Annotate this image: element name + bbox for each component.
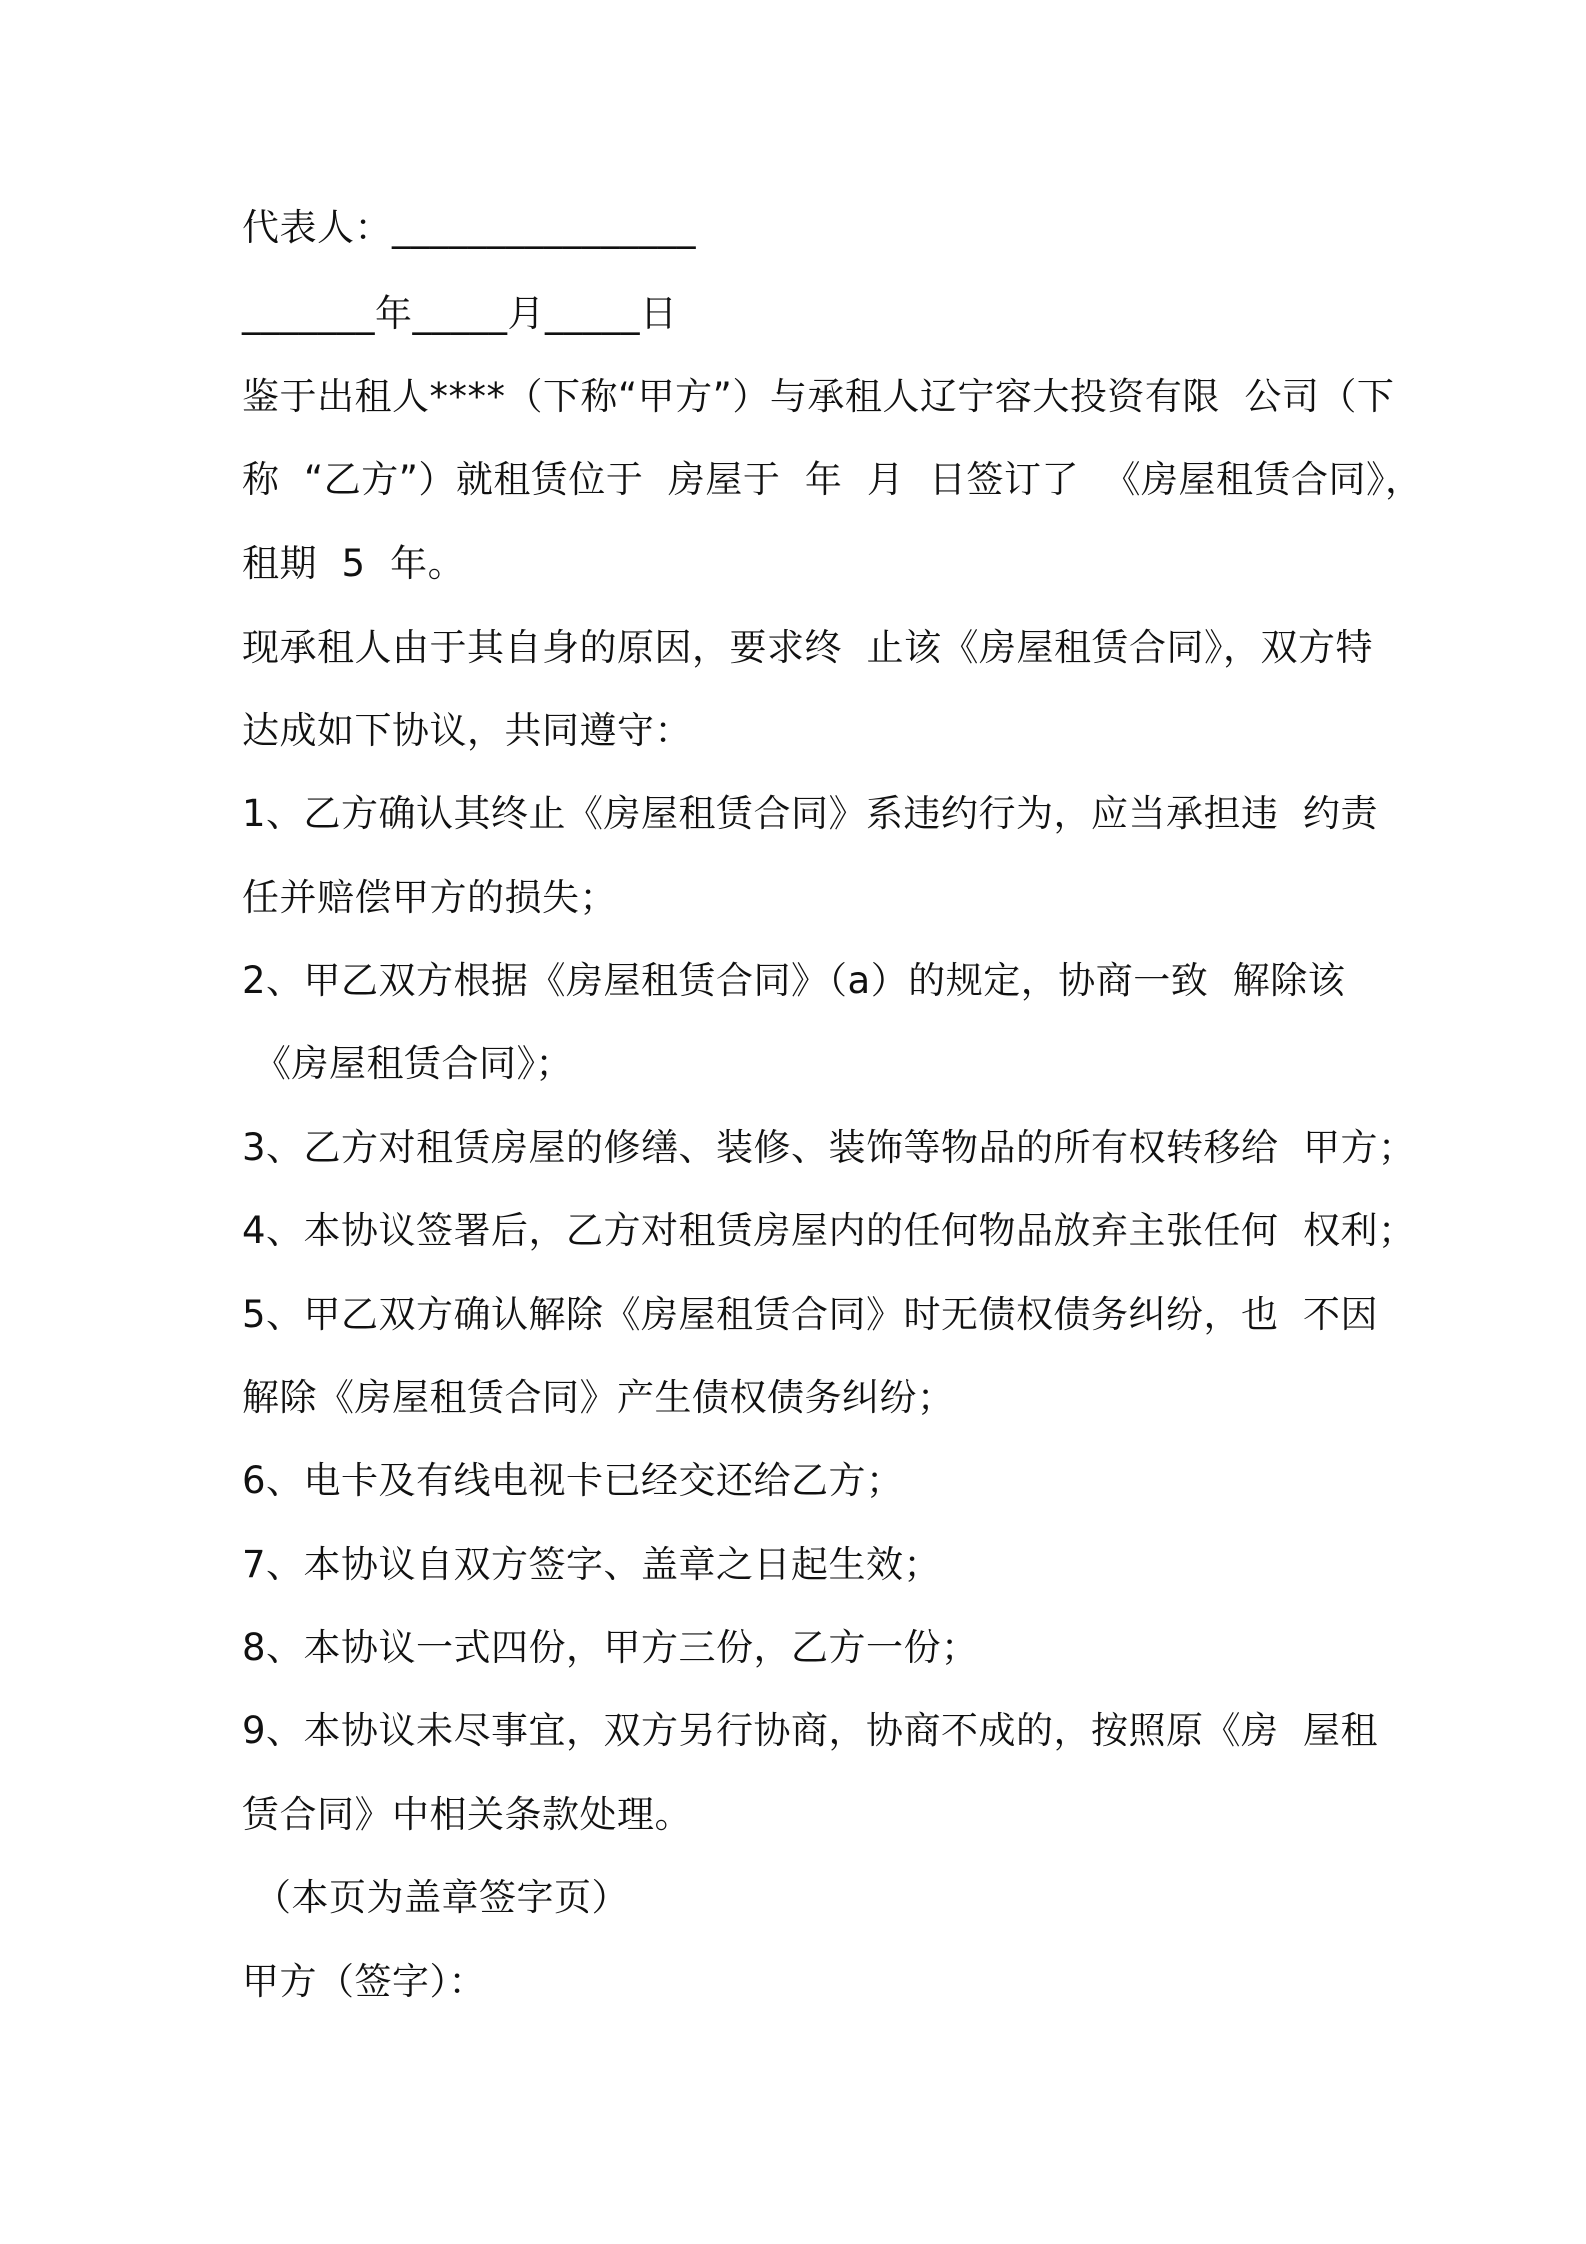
clause-line: 7、本协议自双方签字、盖章之日起生效； [242, 1543, 942, 1586]
seal-page-note: （本页为盖章签字页） [254, 1876, 629, 1919]
date-line: _______年_____月_____日 [242, 292, 678, 335]
clause-line: 解除《房屋租赁合同》产生债权债务纠纷； [242, 1376, 955, 1419]
clause-line: 9、本协议未尽事宜，双方另行协商，协商不成的，按照原《房 屋租 [242, 1709, 1379, 1752]
clause-line: 5、甲乙双方确认解除《房屋租赁合同》时无债权债务纠纷，也 不因 [242, 1293, 1379, 1336]
clause-line: 6、电卡及有线电视卡已经交还给乙方； [242, 1459, 904, 1502]
clause-line: 4、本协议签署后，乙方对租赁房屋内的任何物品放弃主张任何 权利； [242, 1209, 1416, 1252]
clause-line: 任并赔偿甲方的损失； [242, 876, 617, 919]
paragraph-line: 达成如下协议，共同遵守： [242, 709, 692, 752]
clause-line: 赁合同》中相关条款处理。 [242, 1793, 692, 1836]
party-a-signature-label: 甲方（签字）： [242, 1960, 486, 2003]
paragraph-line: 现承租人由于其自身的原因，要求终 止该《房屋租赁合同》，双方特 [242, 626, 1374, 669]
representative-line: 代表人：________________ [242, 206, 696, 249]
clause-line: 8、本协议一式四份，甲方三份，乙方一份； [242, 1626, 979, 1669]
clause-line: 《房屋租赁合同》； [254, 1042, 573, 1085]
clause-line: 1、乙方确认其终止《房屋租赁合同》系违约行为，应当承担违 约责 [242, 792, 1379, 835]
clause-line: 3、乙方对租赁房屋的修缮、装修、装饰等物品的所有权转移给 甲方； [242, 1126, 1416, 1169]
paragraph-line: 鉴于出租人****（下称“甲方”）与承租人辽宁容大投资有限 公司（下 [242, 375, 1395, 418]
clause-line: 2、甲乙双方根据《房屋租赁合同》（a）的规定，协商一致 解除该 [242, 959, 1346, 1002]
paragraph-line: 租期 5 年。 [242, 542, 466, 585]
paragraph-line: 称 “乙方”）就租赁位于 房屋于 年 月 日签订了 《房屋租赁合同》， [242, 458, 1423, 501]
